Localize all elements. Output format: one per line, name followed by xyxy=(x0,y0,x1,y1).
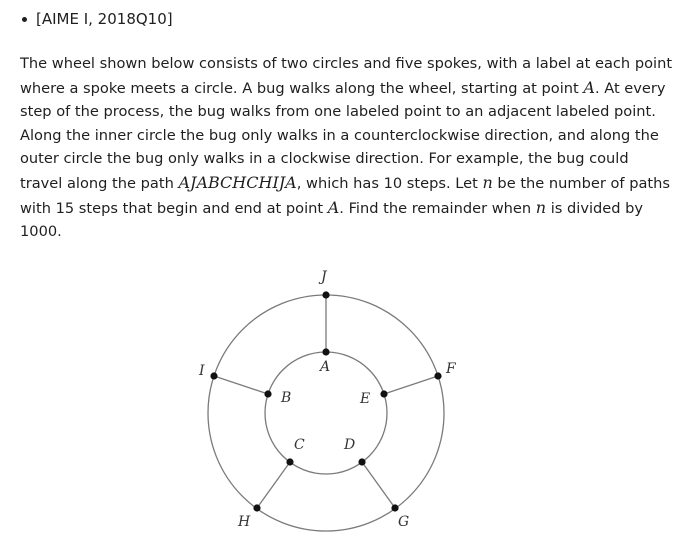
spoke-e-f xyxy=(384,376,438,394)
label-f: F xyxy=(446,361,456,377)
label-h: H xyxy=(238,514,251,530)
math-point-a: A xyxy=(327,197,340,217)
spoke-c-h xyxy=(257,462,290,508)
point-f xyxy=(434,372,441,379)
point-j xyxy=(322,291,329,298)
point-d xyxy=(358,458,365,465)
math-example-path: AJABCHCHIJA xyxy=(178,172,297,192)
problem-source-text: [AIME I, 2018Q10] xyxy=(36,10,173,28)
math-var-n: n xyxy=(482,172,493,192)
point-h xyxy=(253,504,260,511)
spoke-b-i xyxy=(214,376,268,394)
point-g xyxy=(391,504,398,511)
label-c: C xyxy=(294,437,305,453)
point-b xyxy=(264,390,271,397)
problem-text-4: be the number of paths with 15 steps that begin and end at point xyxy=(20,174,670,217)
label-b: B xyxy=(281,390,292,406)
label-e: E xyxy=(360,391,371,407)
spoke-d-g xyxy=(362,462,395,508)
math-var-n: n xyxy=(535,197,547,217)
problem-text-2: . At every step of the process, the bug walks from one labeled point to an adjacent labeled point. Along the inner circle the bug only walks in a counterclockwise direction, and along the outer circle the bug only walks in a clockwise direction. For example, the bug could travel along the path xyxy=(20,79,666,192)
point-i xyxy=(210,372,217,379)
label-d: D xyxy=(344,437,356,453)
point-c xyxy=(286,458,293,465)
problem-text-3: , which has 10 steps. Let xyxy=(296,174,483,192)
point-a xyxy=(322,348,329,355)
label-i: I xyxy=(199,363,205,379)
math-point-a: A xyxy=(583,77,595,97)
problem-text-5: . Find the remainder when xyxy=(339,199,536,217)
problem-text-6: is divided by 1000. xyxy=(20,199,644,241)
label-a: A xyxy=(320,359,331,375)
point-e xyxy=(380,390,387,397)
problem-text-1: The wheel shown below consists of two circles and five spokes, with a label at each point where a spoke meets a circle. A bug walks along the wheel, starting at point xyxy=(20,55,673,97)
label-j: J xyxy=(321,269,327,285)
label-g: G xyxy=(398,514,410,530)
